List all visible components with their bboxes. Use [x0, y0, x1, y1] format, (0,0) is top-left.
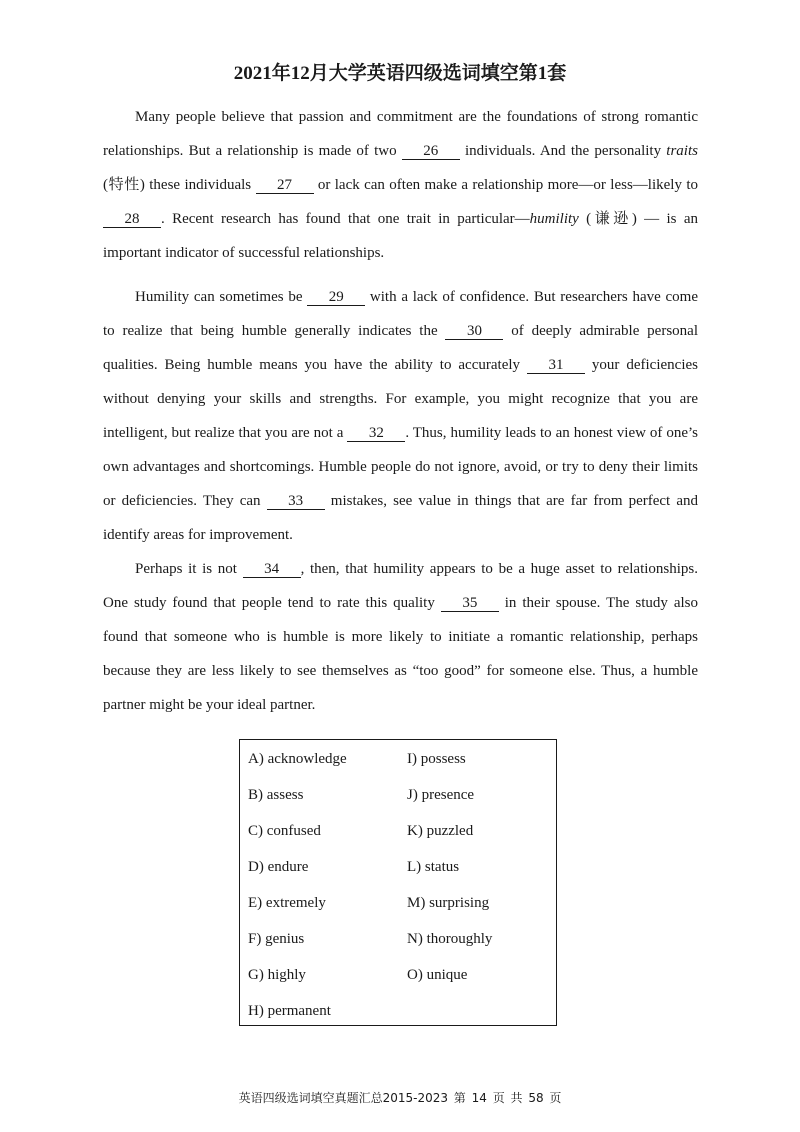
- option-g: G) highly: [248, 967, 306, 983]
- option-b: B) assess: [248, 787, 304, 803]
- option-n: N) thoroughly: [407, 931, 493, 947]
- page-footer: 英语四级选词填空真题汇总2015-2023 第 14 页 共 58 页: [238, 1091, 562, 1105]
- page-title: 2021年12月大学英语四级选词填空第1套: [233, 63, 567, 84]
- option-k: K) puzzled: [407, 823, 474, 839]
- option-h: H) permanent: [248, 1003, 331, 1019]
- option-m: M) surprising: [407, 895, 490, 911]
- option-e: E) extremely: [248, 895, 326, 911]
- option-c: C) confused: [248, 823, 321, 839]
- option-a: A) acknowledge: [248, 751, 347, 767]
- blank-27: 27: [256, 177, 314, 194]
- blank-34: 34: [243, 561, 301, 578]
- blank-29: 29: [307, 289, 365, 306]
- option-o: O) unique: [407, 967, 468, 983]
- blank-26: 26: [402, 143, 460, 160]
- paragraph-2: Humility can sometimes be 29 with a lack of confidence. But researchers have come to realize that being humble generally indicates the 30 of deeply admirable personal qualities. Being humble means you have the ability to accurately 31 your deficiencies without denying your skills and strengths. For example, you might recognize that you are intelligent, but realize that you are not a 32 . Thus, humility leads to an honest view of one’s own advantages and shortcomings. Humble people do not ignore, avoid, or try to deny their limits or deficiencies. They can 33 mistakes, see value in things that are far from perfect and identify areas for improvement.: [103, 289, 698, 543]
- paragraph-1: Many people believe that passion and commitment are the foundations of strong romantic relationships. But a relationship is made of two 26 individuals. And the personality traits (特性) these individuals 27 or lack can often make a relationship more—or less—likely to 28 . Recent research has found that one trait in particular—humility (谦逊) — is an important indicator of successful relationships.: [103, 109, 698, 261]
- option-l: L) status: [407, 859, 460, 875]
- word-bank: [239, 739, 557, 1026]
- blank-31: 31: [527, 357, 585, 374]
- option-f: F) genius: [248, 931, 305, 947]
- blank-33: 33: [267, 493, 325, 510]
- blank-35: 35: [441, 595, 499, 612]
- blank-30: 30: [445, 323, 503, 340]
- option-i: I) possess: [407, 751, 466, 767]
- blank-28: 28: [103, 211, 161, 228]
- term-humility: humility: [529, 211, 579, 227]
- term-traits: traits: [666, 143, 698, 159]
- option-j: J) presence: [407, 787, 475, 803]
- blank-32: 32: [347, 425, 405, 442]
- option-d: D) endure: [248, 859, 309, 875]
- paragraph-3: Perhaps it is not 34 , then, that humility appears to be a huge asset to relationships. One study found that people tend to rate this quality 35 in their spouse. The study also found that someone who is humble is more likely to initiate a romantic relationship, perhaps because they are less likely to see themselves as “too good” for someone else. Thus, a humble partner might be your ideal partner.: [103, 561, 698, 713]
